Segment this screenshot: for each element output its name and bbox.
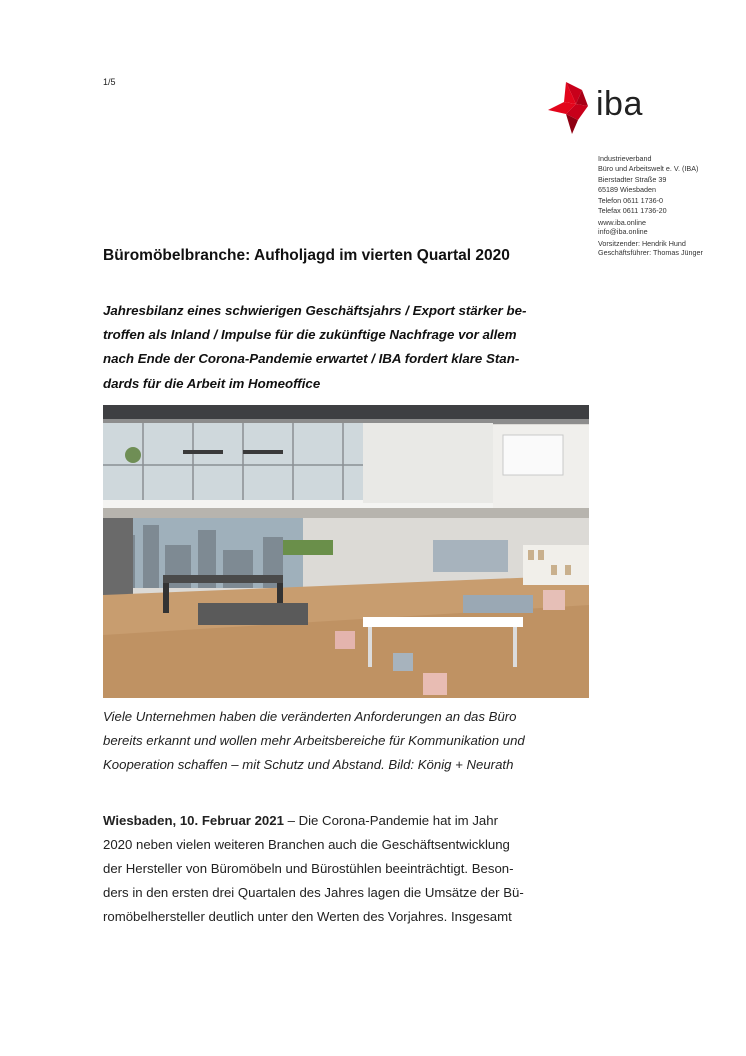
body-line: 2020 neben vielen weiteren Branchen auch die Geschäftsentwicklung: [103, 837, 510, 853]
sender-management: [598, 239, 738, 258]
sender-phone-block: [598, 196, 738, 215]
org-line: Industrieverband: [598, 154, 652, 163]
body-line-rest: – Die Corona-Pandemie hat im Jahr: [283, 813, 498, 828]
headline: Büromöbelbranche: Aufholjagd im vierten Quartal 2020: [103, 247, 510, 264]
email-link[interactable]: info@iba.online: [598, 227, 648, 237]
subheadline: [103, 299, 583, 396]
body-line: romöbelhersteller deutlich unter den Werten des Vorjahres. Insgesamt: [103, 909, 512, 925]
street: Bierstadter Straße 39: [598, 175, 667, 185]
chair: Vorsitzender: Hendrik Hund: [598, 238, 686, 248]
sender-block: [598, 154, 738, 260]
phone: Telefon 0611 1736-0: [598, 196, 664, 206]
org-line: Büro und Arbeitswelt e. V. (IBA): [598, 163, 699, 173]
iba-bird-icon: [546, 80, 594, 136]
sender-online: [598, 218, 738, 237]
sender-organization: [598, 154, 738, 173]
caption-line: Kooperation schaffen – mit Schutz und Abstand. Bild: König + Neurath: [103, 757, 514, 773]
fax: Telefax 0611 1736-20: [598, 205, 667, 215]
body-paragraph: [103, 809, 583, 929]
body-line: ders in den ersten drei Quartalen des Jahres lagen die Umsätze der Bü-: [103, 885, 524, 901]
office-photo: [103, 405, 589, 698]
manager: Geschäftsführer: Thomas Jünger: [598, 248, 703, 258]
subheadline-line: troffen als Inland / Impulse für die zukünftige Nachfrage vor allem: [103, 327, 517, 343]
subheadline-line: nach Ende der Corona-Pandemie erwartet / IBA fordert klare Stan-: [103, 351, 520, 367]
body-line: der Hersteller von Büromöbeln und Bürostühlen beeinträchtigt. Beson-: [103, 861, 514, 877]
logo-text: iba: [596, 85, 643, 123]
subheadline-line: Jahresbilanz eines schwierigen Geschäftsjahrs / Export stärker be-: [103, 303, 527, 318]
dateline: Wiesbaden, 10. Februar 2021: [103, 813, 284, 828]
city: 65189 Wiesbaden: [598, 184, 656, 194]
caption-line: Viele Unternehmen haben die veränderten Anforderungen an das Büro: [103, 709, 517, 724]
subheadline-line: dards für die Arbeit im Homeoffice: [103, 375, 321, 391]
page-number: 1/5: [103, 77, 116, 87]
sender-address: [598, 175, 738, 194]
photo-caption: [103, 705, 593, 778]
body-line: [103, 809, 583, 833]
iba-logo: [546, 80, 656, 136]
website-link[interactable]: www.iba.online: [598, 217, 646, 227]
caption-line: bereits erkannt und wollen mehr Arbeitsbereiche für Kommunikation und: [103, 733, 525, 749]
